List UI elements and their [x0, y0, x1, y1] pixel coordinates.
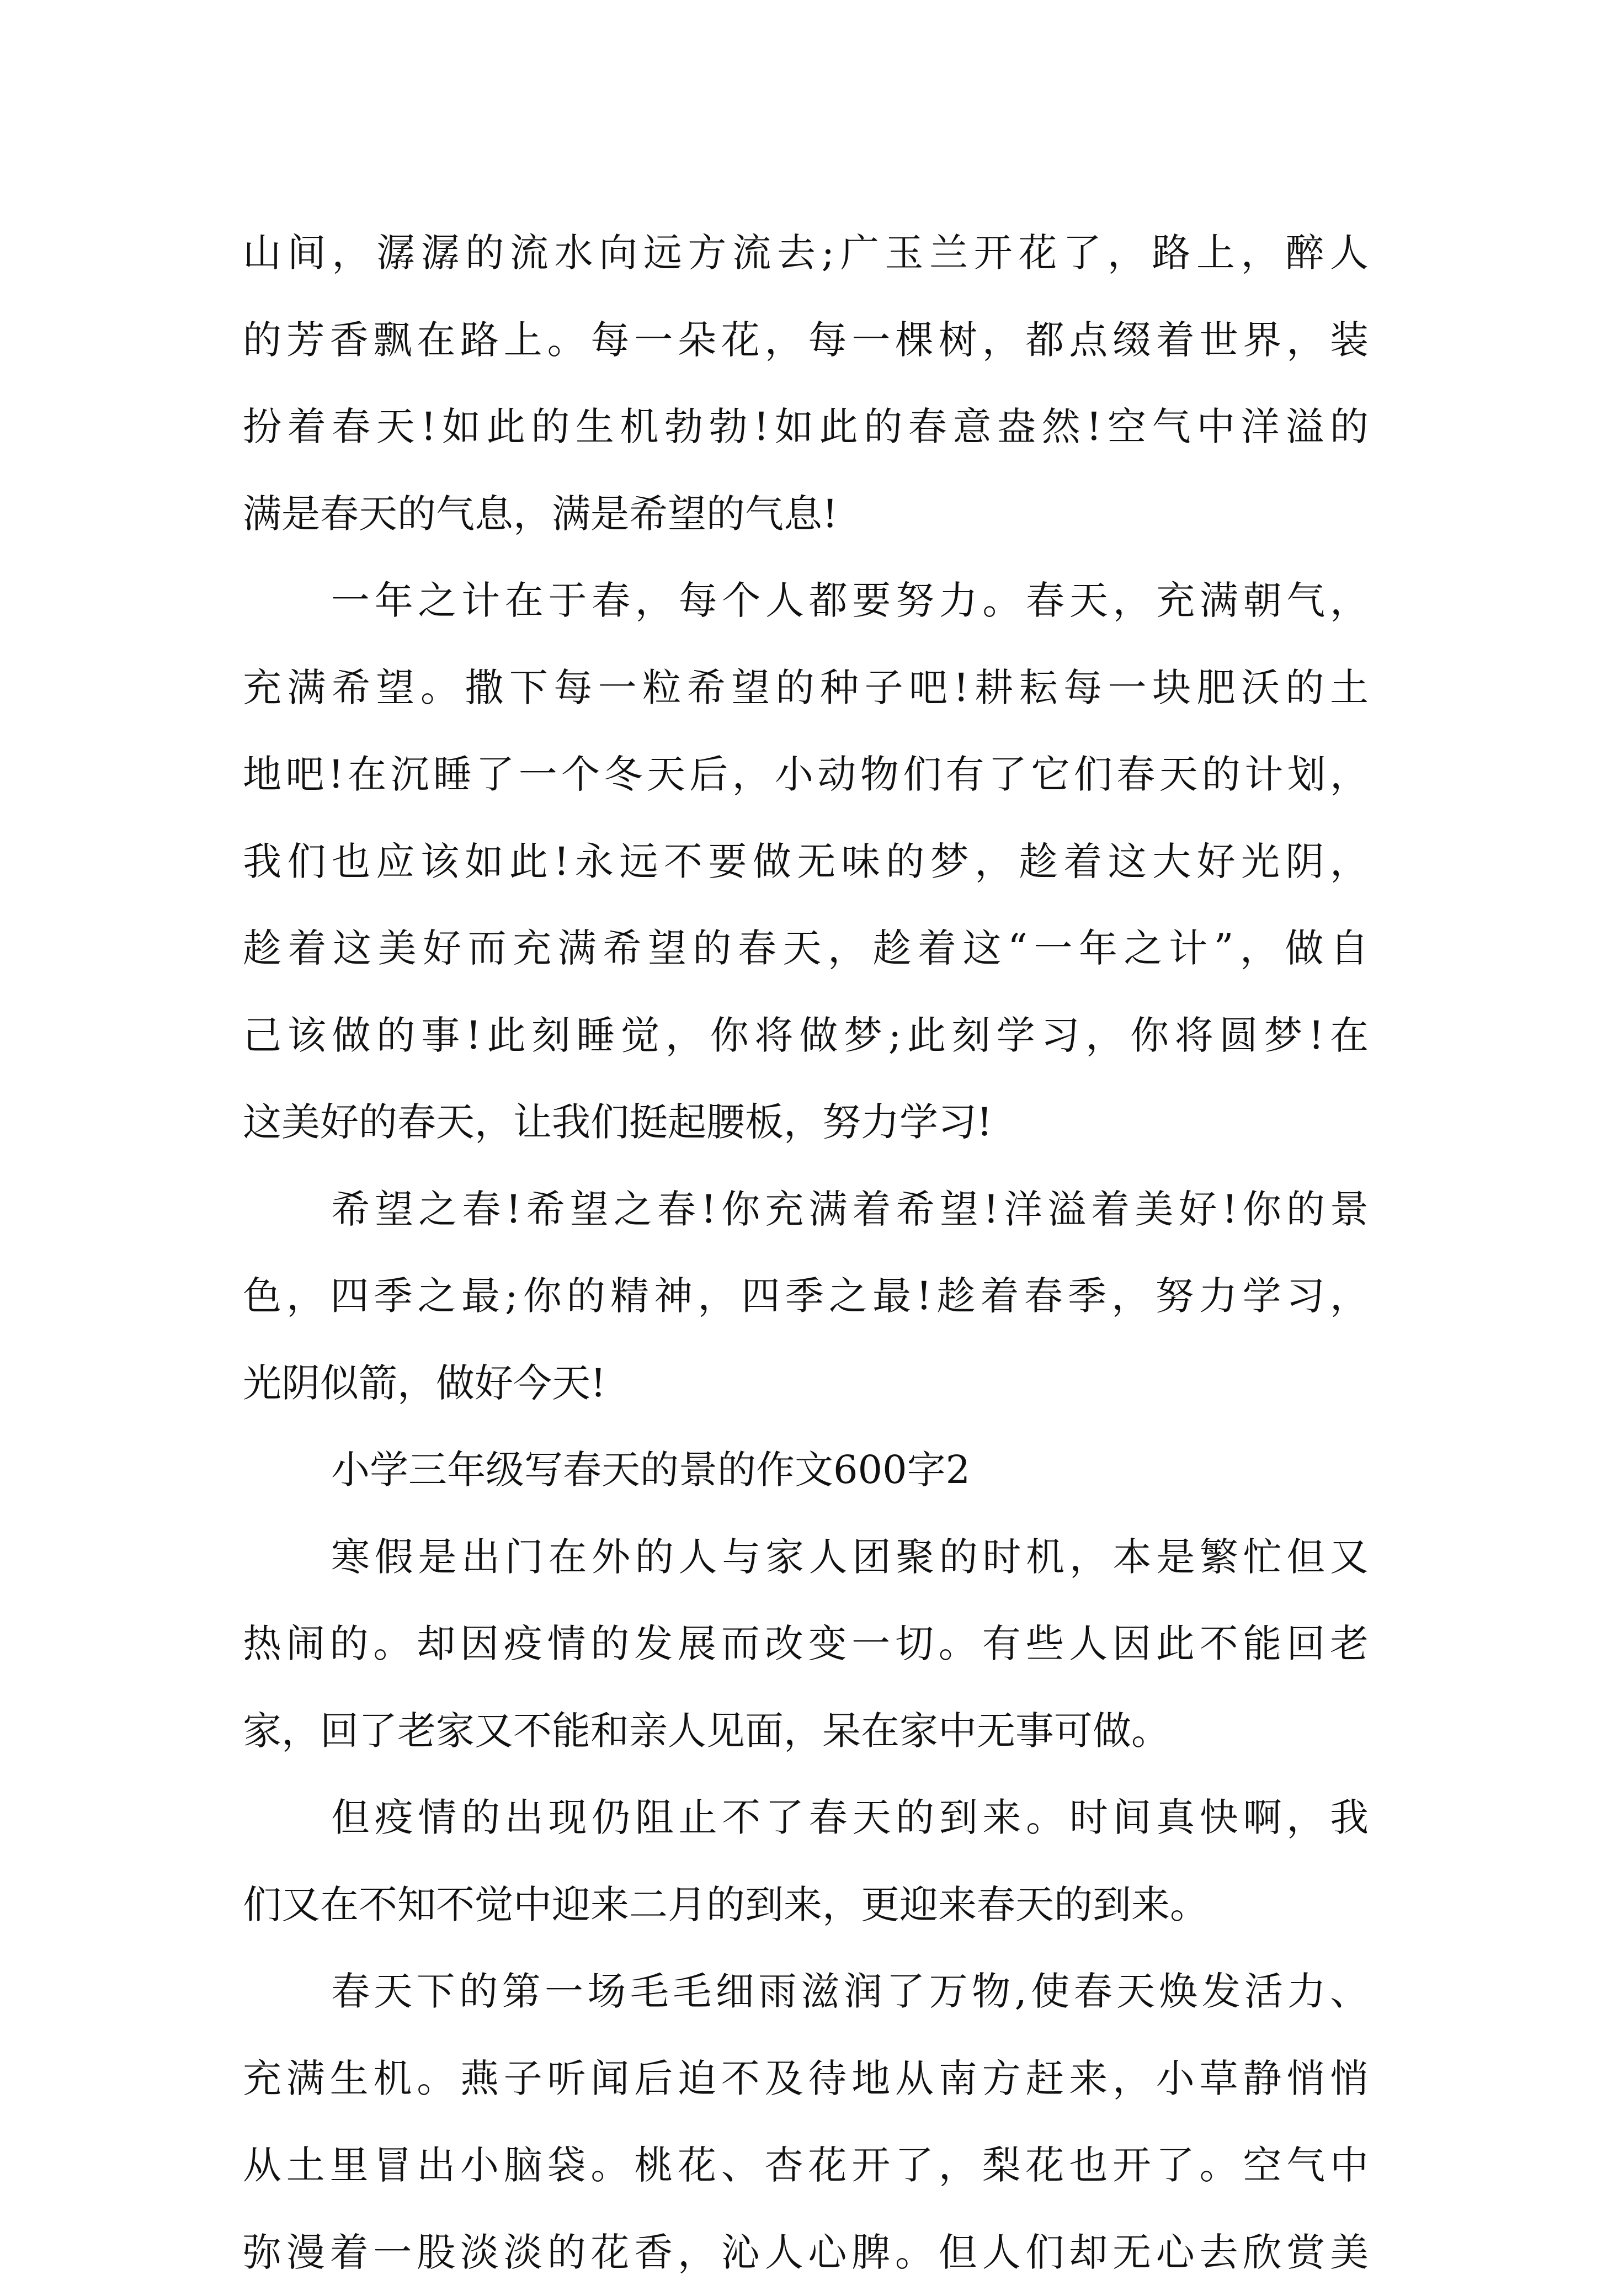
- text-line: 我们也应该如此!永远不要做无味的梦，趁着这大好光阴，: [243, 819, 1369, 906]
- text-line: 的芳香飘在路上。每一朵花，每一棵树，都点缀着世界，装: [243, 297, 1369, 384]
- text-line: 弥漫着一股淡淡的花香，沁人心脾。但人们却无心去欣赏美: [243, 2209, 1369, 2296]
- text-line: 充满生机。燕子听闻后迫不及待地从南方赶来，小草静悄悄: [243, 2035, 1369, 2123]
- text-line: 地吧!在沉睡了一个冬天后，小动物们有了它们春天的计划，: [243, 731, 1369, 819]
- text-line: 己该做的事!此刻睡觉，你将做梦;此刻学习，你将圆梦!在: [243, 992, 1369, 1080]
- text-line: 山间，潺潺的流水向远方流去;广玉兰开花了，路上，醉人: [243, 210, 1369, 297]
- text-line: 家，回了老家又不能和亲人见面，呆在家中无事可做。: [243, 1688, 1369, 1775]
- text-line: 扮着春天!如此的生机勃勃!如此的春意盎然!空气中洋溢的: [243, 384, 1369, 471]
- article-body: [243, 210, 1369, 2296]
- text-line: 满是春天的气息，满是希望的气息!: [243, 471, 1369, 558]
- text-line: 但疫情的出现仍阻止不了春天的到来。时间真快啊，我: [243, 1774, 1369, 1862]
- text-line: 春天下的第一场毛毛细雨滋润了万物,使春天焕发活力、: [243, 1948, 1369, 2035]
- text-line: 充满希望。撒下每一粒希望的种子吧!耕耘每一块肥沃的土: [243, 645, 1369, 732]
- section-heading: 小学三年级写春天的景的作文600字2: [243, 1427, 1369, 1514]
- text-line: 希望之春!希望之春!你充满着希望!洋溢着美好!你的景: [243, 1166, 1369, 1253]
- text-line: 热闹的。却因疫情的发展而改变一切。有些人因此不能回老: [243, 1601, 1369, 1688]
- text-line: 趁着这美好而充满希望的春天，趁着这“一年之计”，做自: [243, 905, 1369, 992]
- text-line: 寒假是出门在外的人与家人团聚的时机，本是繁忙但又: [243, 1514, 1369, 1601]
- text-line: 这美好的春天，让我们挺起腰板，努力学习!: [243, 1079, 1369, 1166]
- text-line: 色，四季之最;你的精神，四季之最!趁着春季，努力学习，: [243, 1253, 1369, 1340]
- text-line: 们又在不知不觉中迎来二月的到来，更迎来春天的到来。: [243, 1862, 1369, 1949]
- text-line: 光阴似箭，做好今天!: [243, 1340, 1369, 1427]
- text-line: 从土里冒出小脑袋。桃花、杏花开了，梨花也开了。空气中: [243, 2122, 1369, 2209]
- text-line: 一年之计在于春，每个人都要努力。春天，充满朝气，: [243, 557, 1369, 645]
